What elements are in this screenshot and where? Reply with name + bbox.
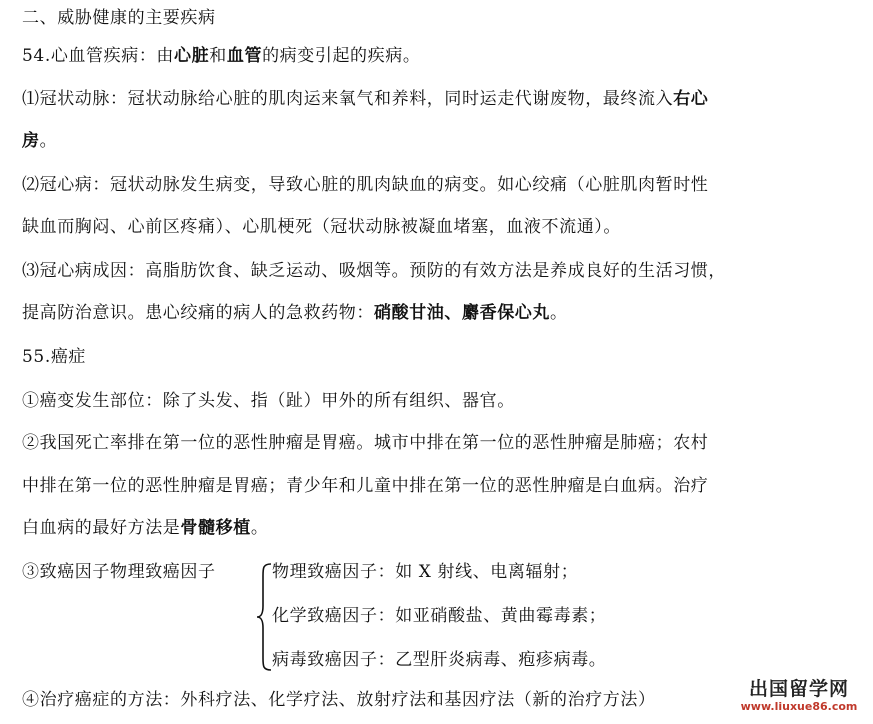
paragraph-chd-cause-line2	[22, 301, 568, 325]
item-54-heading	[22, 44, 420, 68]
chd-drugs-bold: 硝酸甘油、麝香保心丸	[374, 303, 550, 323]
chd-cause-text: 提高防治意识。患心绞痛的病人的急救药物：	[22, 303, 374, 323]
item-54-suffix: 的病变引起的疾病。	[262, 46, 421, 66]
cancer-point-1: ①癌变发生部位：除了头发、指（趾）甲外的所有组织、器官。	[22, 391, 515, 411]
curly-brace-icon	[255, 562, 273, 672]
bone-marrow-bold: 骨髓移植	[180, 518, 251, 538]
item-55-heading: 55.癌症	[22, 347, 87, 367]
carcinogen-chemical: 化学致癌因子：如亚硝酸盐、黄曲霉毒素；	[272, 606, 607, 626]
paragraph-coronary-artery-cont	[22, 129, 57, 153]
paragraph-chd-line1: ⑵冠心病：冠状动脉发生病变，导致心脏的肌肉缺血的病变。如心绞痛（心脏肌肉暂时性	[22, 175, 709, 195]
coronary-artery-bold: 右心	[673, 89, 709, 109]
watermark-url: www.liuxue86.com	[740, 700, 858, 713]
cancer-point-2-line3	[22, 516, 268, 540]
paragraph-chd-cause-line1: ⑶冠心病成因：高脂肪饮食、缺乏运动、吸烟等。预防的有效方法是养成良好的生活习惯，	[22, 261, 726, 281]
paragraph-coronary-artery	[22, 87, 708, 111]
carcinogen-viral: 病毒致癌因子：乙型肝炎病毒、疱疹病毒。	[272, 650, 607, 670]
coronary-artery-bold-cont: 房	[22, 131, 40, 151]
watermark-name: 出国留学网	[748, 678, 849, 700]
section-heading: 二、威胁健康的主要疾病	[22, 8, 216, 28]
cancer-point-2-line1: ②我国死亡率排在第一位的恶性肿瘤是胃癌。城市中排在第一位的恶性肿瘤是肺癌；农村	[22, 433, 709, 453]
chd-cause-end: 。	[550, 303, 568, 323]
cancer-point-2-line2: 中排在第一位的恶性肿瘤是胃癌；青少年和儿童中排在第一位的恶性肿瘤是白血病。治疗	[22, 476, 709, 496]
item-54-bold-vessel: 血管	[226, 46, 263, 66]
site-watermark	[739, 678, 859, 718]
paragraph-chd-line2: 缺血而胸闷、心前区疼痛）、心肌梗死（冠状动脉被凝血堵塞，血液不流通）。	[22, 217, 621, 237]
item-54-mid: 和	[209, 46, 227, 66]
carcinogen-label: ③致癌因子物理致癌因子	[22, 562, 216, 582]
coronary-artery-end: 。	[39, 131, 58, 151]
carcinogen-physical: 物理致癌因子：如 X 射线、电离辐射；	[272, 562, 579, 582]
cancer-point-2-text: 白血病的最好方法是	[22, 518, 181, 538]
carcinogen-brace-group	[22, 560, 722, 680]
cancer-point-4: ④治疗癌症的方法：外科疗法、化学疗法、放射疗法和基因疗法（新的治疗方法）	[22, 690, 656, 710]
coronary-artery-text: ⑴冠状动脉：冠状动脉给心脏的肌肉运来氧气和养料，同时运走代谢废物，最终流入	[22, 89, 674, 109]
cancer-point-2-end: 。	[250, 518, 269, 538]
item-54-prefix: 54.心血管疾病：由	[22, 46, 175, 66]
item-54-bold-heart: 心脏	[174, 46, 210, 66]
